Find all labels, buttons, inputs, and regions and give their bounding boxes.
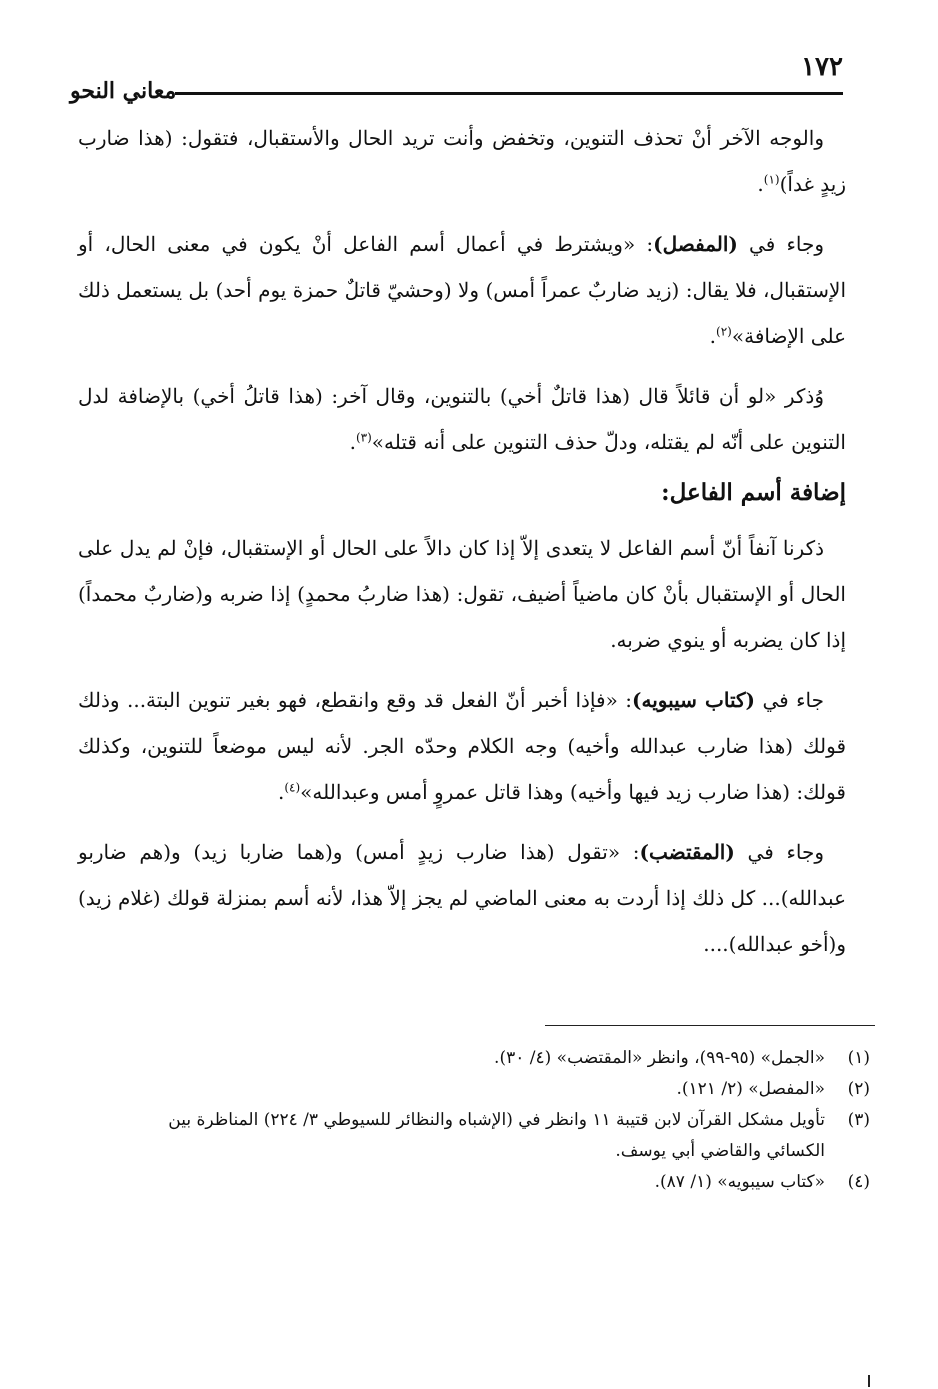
paragraph-1: والوجه الآخر أنْ تحذف التنوين، وتخفض وأنت تريد الحال والأستقبال، فتقول: (هذا ضارب زيدٍ غداً)$^{(١)}$. <box>78 126 846 196</box>
footnote-text: تأويل مشكل القرآن لابن قتيبة ١١ وانظر في (الإشباه والنظائر للسيوطي ٣/ ٢٢٤) المناظرة بين الكسائي والقاضي أبي يوسف. <box>168 1110 825 1161</box>
paragraph-5-lead: جاء في <box>754 688 825 712</box>
page-header <box>70 52 843 112</box>
footnote-number: (٣) <box>847 1110 870 1130</box>
footnote-number: (٢) <box>847 1079 870 1099</box>
header-rule <box>175 92 843 95</box>
paragraph-6 <box>78 829 846 967</box>
paragraph-3: وُذكر «لو أن قائلاً قال (هذا قاتلٌ أخي) بالتنوين، وقال آخر: (هذا قاتلُ أخي) بالإضافة لدل التنوين على أنّه لم يقتله، ودلّ حذف التنوين على أنه قتله»$^{(٣)}$. <box>78 384 846 454</box>
footnote-text: «الجمل» (٩٥-٩٩)، وانظر «المقتضب» (٤/ ٣٠). <box>494 1048 825 1068</box>
footnote-item <box>160 1167 870 1198</box>
footnote-ref-3: (٣) <box>355 430 372 445</box>
footnote-ref-2: (٢) <box>716 324 732 339</box>
page-edge-mark <box>868 1375 870 1387</box>
paragraph-4-text: ذكرنا آنفاً أنّ أسم الفاعل لا يتعدى إلاّ إذا كان دالاً على الحال أو الإستقبال، فإنْ لم يدل على الحال أو الإستقبال بأنْ كان ماضياً أضيف، تقول: (هذا ضاربُ محمدٍ) إذا ضربه و(ضاربٌ محمداً) إذا كان يضربه أو ينوي ضربه. <box>78 536 846 652</box>
footnotes <box>160 1043 870 1198</box>
paragraph-6-lead: وجاء في <box>734 840 825 864</box>
footnote-ref-4: (٤) <box>284 780 301 795</box>
paragraph-6-source: (المقتضب) <box>639 840 735 864</box>
footnote-item <box>160 1043 870 1074</box>
footnote-item <box>160 1074 870 1105</box>
paragraph-2: وجاء في (المفصل): «ويشترط في أعمال أسم الفاعل أنْ يكون في معنى الحال، أو الإستقبال، فلا يقال: (زيد ضاربٌ عمراً أمس) ولا (وحشيّ قاتلٌ حمزة يوم أحد) بل يستعمل ذلك على الإضافة»$^{(٢)}$. <box>78 232 846 348</box>
body-text <box>78 115 846 975</box>
footnote-item <box>160 1105 870 1167</box>
footnote-ref-1: (١) <box>763 172 780 187</box>
footnote-number: (١) <box>847 1048 870 1068</box>
paragraph-3-text: وُذكر «لو أن قائلاً قال (هذا قاتلٌ أخي) بالتنوين، وقال آخر: (هذا قاتلُ أخي) بالإضافة لدل التنوين على أنّه لم يقتله، ودلّ حذف التنوين على أنه قتله» <box>78 384 846 454</box>
section-heading: إضافة أسم الفاعل: <box>661 479 846 506</box>
paragraph-5: جاء في (كتاب سيبويه): «فإذا أخبر أنّ الفعل قد وقع وانقطع، فهو بغير تنوين البتة... وذلك قولك (هذا ضارب عبدالله وأخيه) وجه الكلام وحدّه الجر. لأنه ليس موضعاً للتنوين، وكذلك قولك: (هذا ضارب زيد فيها وأخيه) وهذا قاتل عمروٍ أمس وعبدالله»$^{(٤)}$. <box>78 688 847 804</box>
footnote-number: (٤) <box>847 1172 870 1192</box>
footnote-rule <box>545 1025 875 1026</box>
page-number: ١٧٢ <box>801 52 843 82</box>
footnote-text: «كتاب سيبويه» (١/ ٨٧). <box>654 1172 825 1192</box>
paragraph-5-source: (كتاب سيبويه) <box>632 688 755 712</box>
paragraph-2-text: : «ويشترط في أعمال أسم الفاعل أنْ يكون في معنى الحال، أو الإستقبال، فلا يقال: (زيد ضاربٌ عمراً أمس) ولا (وحشيّ قاتلٌ حمزة يوم أحد) بل يستعمل ذلك على الإضافة» <box>78 232 846 348</box>
paragraph-2-source: (المفصل) <box>653 232 738 256</box>
running-title: معاني النحو <box>70 78 177 104</box>
paragraph-5-text: : «فإذا أخبر أنّ الفعل قد وقع وانقطع، فهو بغير تنوين البتة... وذلك قولك (هذا ضارب عبدالله وأخيه) وجه الكلام وحدّه الجر. لأنه ليس موضعاً للتنوين، وكذلك قولك: (هذا ضارب زيد فيها وأخيه) وهذا قاتل عمروٍ أمس وعبدالله» <box>78 688 847 804</box>
footnote-text: «المفصل» (٢/ ١٢١). <box>676 1079 825 1099</box>
paragraph-2-lead: وجاء في <box>737 232 824 256</box>
paragraph-4 <box>78 525 846 663</box>
paragraph-6-text: : «تقول (هذا ضارب زيدٍ أمس) و(هما ضاربا زيد) و(هم ضاربو عبدالله)... كل ذلك إذا أردت به معنى الماضي لم يجز إلاّ هذا، لأنه أسم بمنزلة قولك (غلام زيد) و(أخو عبدالله).... <box>78 840 846 956</box>
paragraph-1-text: والوجه الآخر أنْ تحذف التنوين، وتخفض وأنت تريد الحال والأستقبال، فتقول: (هذا ضارب زيدٍ غداً) <box>78 126 846 196</box>
